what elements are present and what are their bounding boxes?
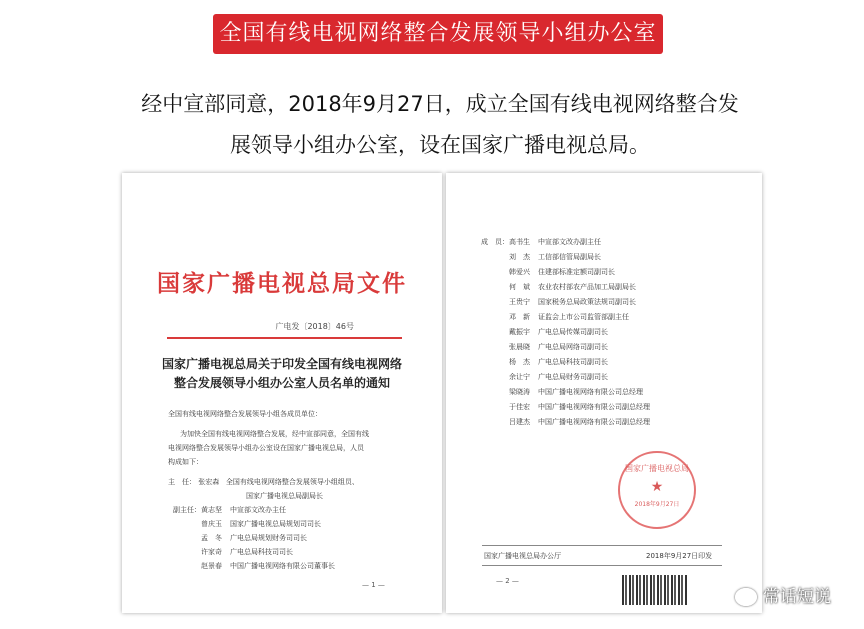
list-item (466, 282, 636, 292)
body-line1: 为加快全国有线电视网络整合发展，经中宣部同意，全国有线 (180, 430, 369, 438)
person-title: 中国广播电视网络有限公司副总经理 (538, 403, 650, 411)
person-name: 何 斌 (509, 283, 530, 291)
person-title: 中宣部文改办副主任 (538, 238, 601, 246)
document-page-1 (122, 173, 442, 613)
body-line3: 构成如下： (168, 458, 203, 466)
list-item (166, 533, 307, 543)
list-item (466, 342, 608, 352)
person-title: 中国广播电视网络有限公司董事长 (230, 562, 335, 570)
watermark (735, 582, 831, 607)
director-row (168, 477, 359, 487)
person-name: 孟 冬 (201, 534, 222, 542)
person-title: 工信部信管局副局长 (538, 253, 601, 261)
list-item (466, 372, 608, 382)
person-title: 农业农村部农产品加工局副局长 (538, 283, 636, 291)
document-number: 广电发〔2018〕46号 (275, 322, 354, 331)
list-item (166, 561, 335, 571)
person-title: 中国广播电视网络有限公司总经理 (538, 388, 643, 396)
person-title: 广电总局传媒司副司长 (538, 328, 608, 336)
salutation: 全国有线电视网络整合发展领导小组各成员单位： (168, 410, 322, 418)
person-name: 梁晓涛 (509, 388, 530, 396)
person-name: 杨 杰 (509, 358, 530, 366)
person-title: 住建部标准定额司副司长 (538, 268, 615, 276)
body-line2: 电视网络整合发展领导小组办公室设在国家广播电视总局，人员 (168, 444, 364, 452)
list-item (466, 417, 650, 427)
director-name: 张宏森 (198, 478, 220, 486)
footer-rule-bottom (482, 565, 722, 566)
list-item (166, 547, 293, 557)
list-item (466, 252, 601, 262)
person-title: 证监会上市公司监管部副主任 (538, 313, 629, 321)
watermark-text: 常话短说 (763, 587, 831, 607)
footer-rule-top (482, 545, 722, 546)
lead-text-line2: 展领导小组办公室，设在国家广播电视总局。 (230, 133, 650, 157)
wechat-icon (735, 588, 757, 606)
official-seal (618, 451, 696, 529)
seal-text: 国家广播电视总局 (625, 464, 689, 473)
person-title: 国家税务总局政策法规司副司长 (538, 298, 636, 306)
person-name: 成 员：高书生 (481, 238, 530, 246)
person-name: 余让宁 (509, 373, 530, 381)
seal-star-icon: ★ (650, 479, 664, 495)
footer-issuer: 国家广播电视总局办公厅 (484, 552, 561, 560)
seal-date: 2018年9月27日 (634, 501, 680, 508)
person-title: 广电总局科技司司长 (230, 548, 293, 556)
person-name: 许家奇 (201, 548, 222, 556)
list-item (466, 327, 608, 337)
notice-title-line2: 整合发展领导小组办公室人员名单的通知 (173, 376, 390, 390)
list-item (466, 267, 615, 277)
person-title: 国家广播电视总局规划司司长 (230, 520, 321, 528)
person-name: 吕建杰 (509, 418, 530, 426)
list-item (466, 402, 650, 412)
page-number: — 1 — (362, 581, 385, 589)
person-title: 中宣部文改办主任 (230, 506, 286, 514)
list-item (466, 312, 629, 322)
director-role: 主 任： (168, 478, 196, 486)
person-name: 韩爱兴 (509, 268, 530, 276)
person-name: 副主任：黄志坚 (173, 506, 222, 514)
person-name: 张晨晓 (509, 343, 530, 351)
barcode-image (622, 575, 688, 605)
person-name: 戴振宇 (509, 328, 530, 336)
person-title: 中国广播电视网络有限公司副总经理 (538, 418, 650, 426)
person-title: 广电总局规划财务司司长 (230, 534, 307, 542)
director-title: 全国有线电视网络整合发展领导小组组员、 (225, 478, 359, 486)
document-header: 国家广播电视总局文件 (157, 270, 407, 297)
list-item (466, 237, 601, 247)
person-name: 刘 杰 (509, 253, 530, 261)
person-name: 赵景春 (201, 562, 222, 570)
person-name: 于佳宏 (509, 403, 530, 411)
banner-title: 全国有线电视网络整合发展领导小组办公室 (213, 14, 663, 54)
director-title-cont: 国家广播电视总局副局长 (246, 492, 323, 500)
person-title: 广电总局财务司副司长 (538, 373, 608, 381)
lead-text-line1: 经中宣部同意，2018年9月27日，成立全国有线电视网络整合发 (141, 92, 739, 116)
footer-date: 2018年9月27日印发 (646, 552, 713, 560)
notice-title-line1: 国家广播电视总局关于印发全国有线电视网络 (161, 357, 402, 371)
person-name: 曾庆玉 (201, 520, 222, 528)
document-page-2 (446, 173, 762, 613)
page-number: — 2 — (496, 577, 519, 585)
person-name: 王贵宁 (509, 298, 530, 306)
list-item (466, 297, 636, 307)
person-title: 广电总局科技司副司长 (538, 358, 608, 366)
person-name: 邓 新 (509, 313, 530, 321)
list-item (466, 387, 643, 397)
list-item (466, 357, 608, 367)
red-divider (167, 337, 402, 339)
list-item (166, 519, 321, 529)
list-item (166, 505, 286, 515)
person-title: 广电总局网络司副司长 (538, 343, 608, 351)
